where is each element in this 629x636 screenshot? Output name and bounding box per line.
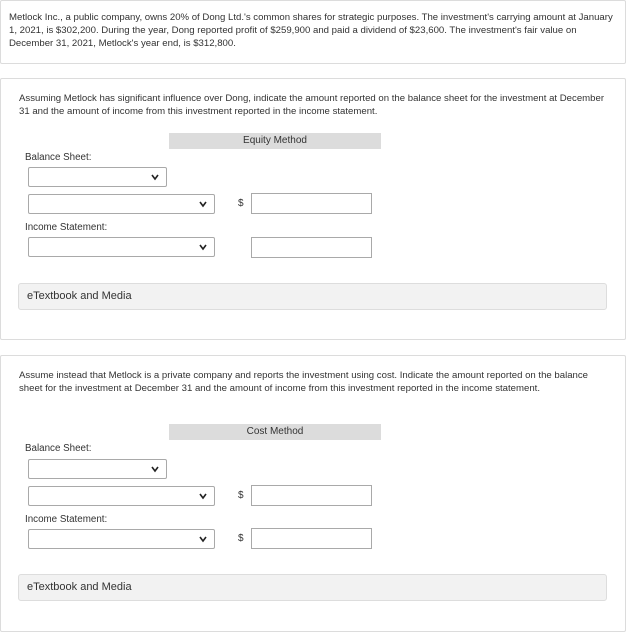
chevron-down-icon [150, 463, 160, 475]
chevron-down-icon [198, 241, 208, 253]
chevron-down-icon [150, 171, 160, 183]
problem-statement-card [0, 0, 626, 64]
equity-method-prompt: Assuming Metlock has significant influence over Dong, indicate the amount reported on the balance sheet for the investment at December 31 and the amount of income from this investment reported in the income statement. [19, 93, 605, 117]
currency-symbol: $ [238, 490, 244, 501]
balance-sheet-section-dropdown[interactable] [28, 167, 167, 187]
income-amount-input[interactable] [251, 528, 372, 549]
currency-symbol: $ [238, 533, 244, 544]
chevron-down-icon [198, 533, 208, 545]
income-statement-item-dropdown[interactable] [28, 237, 215, 257]
income-statement-label: Income Statement: [25, 514, 108, 525]
equity-method-column-header: Equity Method [169, 133, 381, 149]
balance-sheet-label: Balance Sheet: [25, 152, 92, 163]
equity-method-question-card [0, 78, 626, 340]
balance-sheet-label: Balance Sheet: [25, 443, 92, 454]
etextbook-and-media-link[interactable]: eTextbook and Media [18, 283, 607, 310]
cost-method-prompt: Assume instead that Metlock is a private company and reports the investment using cost. Indicate the amount reported on the balance sheet for the investment at December 31 and the amount of income from this investment reported in the income statement. [19, 370, 589, 394]
balance-sheet-section-dropdown[interactable] [28, 459, 167, 479]
chevron-down-icon [198, 198, 208, 210]
chevron-down-icon [198, 490, 208, 502]
cost-method-column-header: Cost Method [169, 424, 381, 440]
cost-method-question-card [0, 355, 626, 632]
problem-statement-text: Metlock Inc., a public company, owns 20% of Dong Ltd.'s common shares for strategic purposes. The investment's carrying amount at January 1, 2021, is $302,200. During the year, Dong reported profit of $259,900 and paid a dividend of $23,600. The investment's fair value on December 31, 2021, Metlock's year end, is $312,800. [9, 12, 613, 49]
income-statement-label: Income Statement: [25, 222, 108, 233]
currency-symbol: $ [238, 198, 244, 209]
balance-sheet-item-dropdown[interactable] [28, 486, 215, 506]
balance-sheet-amount-input[interactable] [251, 485, 372, 506]
etextbook-and-media-link[interactable]: eTextbook and Media [18, 574, 607, 601]
income-statement-item-dropdown[interactable] [28, 529, 215, 549]
balance-sheet-item-dropdown[interactable] [28, 194, 215, 214]
balance-sheet-amount-input[interactable] [251, 193, 372, 214]
income-amount-input[interactable] [251, 237, 372, 258]
